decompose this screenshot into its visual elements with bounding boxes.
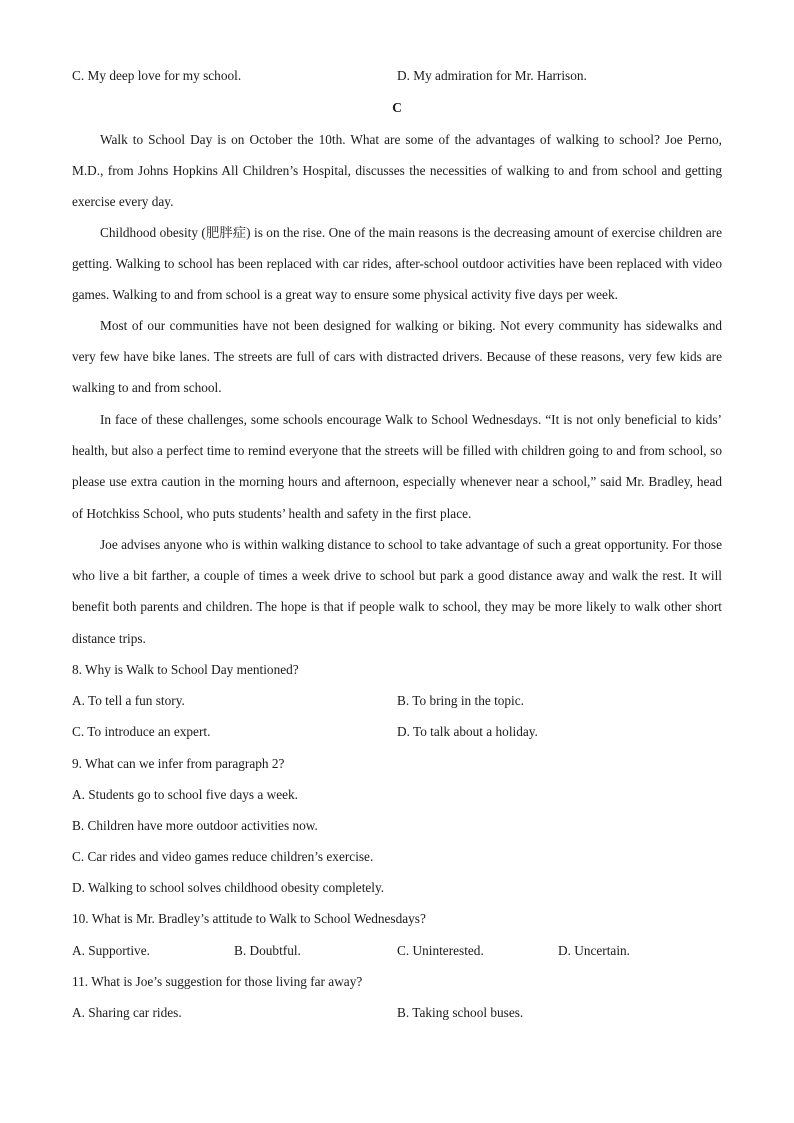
passage-paragraph-2: Childhood obesity (肥胖症) is on the rise. One of the main reasons is the decreasing amount of exercise children are getting. Walking to school has been replaced with car rides, after-school outdoor activities have been replaced with video games. Walking to and from school is a great way to ensure some physical activity five days per week. <box>72 225 722 303</box>
question-9-option-d: D. Walking to school solves childhood obesity completely. <box>72 880 385 895</box>
question-10-option-b: B. Doubtful. <box>234 943 301 958</box>
passage-paragraph-4: In face of these challenges, some schools encourage Walk to School Wednesdays. “It is not only beneficial to kids’ health, but also a perfect time to remind everyone that the streets will be filled with children going to and from school, so please use extra caution in the morning hours and afternoon, especially whenever near a school,” said Mr. Bradley, head of Hotchkiss School, who puts students’ health and safety in the first place. <box>72 412 722 521</box>
prev-option-c: C. My deep love for my school. <box>72 68 242 83</box>
question-10-option-a: A. Supportive. <box>72 943 150 958</box>
question-8-option-b: B. To bring in the topic. <box>397 693 524 708</box>
question-10-option-c: C. Uninterested. <box>397 943 484 958</box>
question-10-stem: 10. What is Mr. Bradley’s attitude to Walk to School Wednesdays? <box>72 911 426 926</box>
question-8-option-d: D. To talk about a holiday. <box>397 724 538 739</box>
question-9-option-a: A. Students go to school five days a week. <box>72 787 299 802</box>
question-8-option-c: C. To introduce an expert. <box>72 724 211 739</box>
question-11-stem: 11. What is Joe’s suggestion for those living far away? <box>72 974 363 989</box>
prev-option-d: D. My admiration for Mr. Harrison. <box>397 68 587 83</box>
question-9-option-c: C. Car rides and video games reduce children’s exercise. <box>72 849 374 864</box>
question-10-option-d: D. Uncertain. <box>558 943 630 958</box>
question-9-stem: 9. What can we infer from paragraph 2? <box>72 756 285 771</box>
section-heading: C <box>392 100 402 115</box>
question-11-option-b: B. Taking school buses. <box>397 1005 524 1020</box>
question-11-option-a: A. Sharing car rides. <box>72 1005 182 1020</box>
question-8-option-a: A. To tell a fun story. <box>72 693 185 708</box>
question-8-stem: 8. Why is Walk to School Day mentioned? <box>72 662 299 677</box>
question-9-option-b: B. Children have more outdoor activities now. <box>72 818 318 833</box>
passage-paragraph-3: Most of our communities have not been designed for walking or biking. Not every community has sidewalks and very few have bike lanes. The streets are full of cars with distracted drivers. Because of these reasons, very few kids are walking to and from school. <box>72 318 722 396</box>
passage-paragraph-1: Walk to School Day is on October the 10th. What are some of the advantages of walking to school? Joe Perno, M.D., from Johns Hopkins All Children’s Hospital, discusses the necessities of walking to and from school and getting exercise every day. <box>72 132 722 210</box>
passage-paragraph-5: Joe advises anyone who is within walking distance to school to take advantage of such a great opportunity. For those who live a bit farther, a couple of times a week drive to school but park a good distance away and walk the rest. It will benefit both parents and children. The hope is that if people walk to school, they may be more likely to walk other short distance trips. <box>72 537 722 646</box>
document-page <box>72 0 722 1123</box>
